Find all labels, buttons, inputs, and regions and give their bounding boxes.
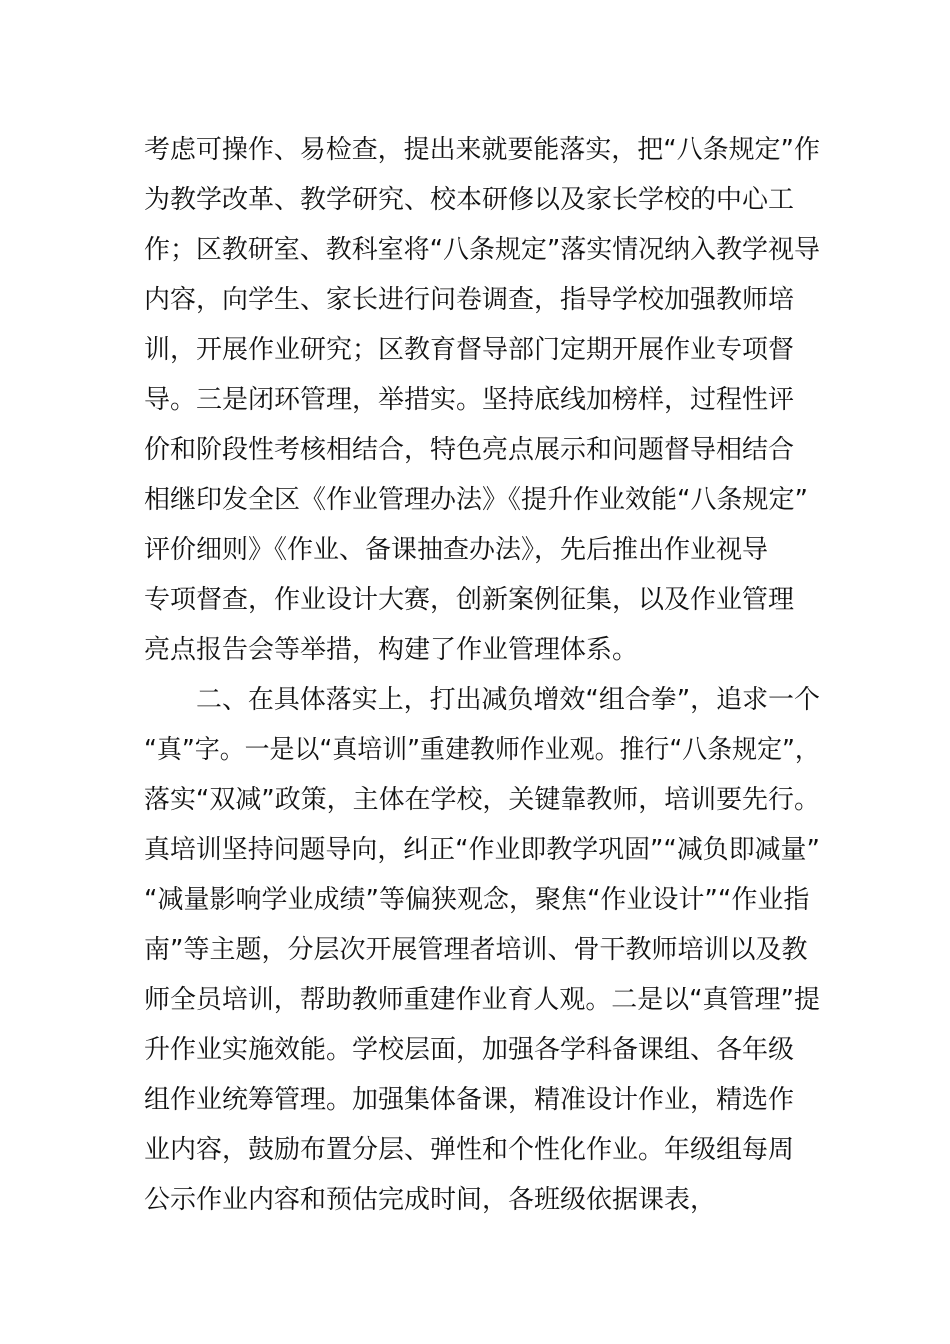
text-line: 业内容，鼓励布置分层、弹性和个性化作业。年级组每周: [144, 1135, 795, 1165]
text-line: 考虑可操作、易检查，提出来就要能落实，把“八条规定”作: [144, 135, 820, 165]
text-line: 相继印发全区《作业管理办法》《提升作业效能“八条规定”: [144, 485, 808, 515]
text-line: 为教学改革、教学研究、校本研修以及家长学校的中心工: [144, 185, 795, 215]
text-line: 专项督查，作业设计大赛，创新案例征集，以及作业管理: [144, 585, 795, 615]
text-line: 训，开展作业研究；区教育督导部门定期开展作业专项督: [144, 335, 795, 365]
text-line: “减量影响学业成绩”等偏狭观念，聚焦“作业设计”“作业指: [144, 885, 810, 915]
text-line: “真”字。一是以“真培训”重建教师作业观。推行“八条规定”，: [144, 735, 820, 765]
text-line: 作；区教研室、教科室将“八条规定”落实情况纳入教学视导: [144, 235, 820, 265]
text-line: 升作业实施效能。学校层面，加强各学科备课组、各年级: [144, 1035, 795, 1065]
text-line: 落实“双减”政策，主体在学校，关键靠教师，培训要先行。: [144, 785, 820, 815]
text-line: 组作业统筹管理。加强集体备课，精准设计作业，精选作: [144, 1085, 795, 1115]
text-line: 价和阶段性考核相结合，特色亮点展示和问题督导相结合: [144, 435, 795, 465]
text-line: 师全员培训，帮助教师重建作业育人观。二是以“真管理”提: [144, 985, 820, 1015]
text-line: 评价细则》《作业、备课抽查办法》，先后推出作业视导: [144, 535, 769, 565]
text-line: 导。三是闭环管理，举措实。坚持底线加榜样，过程性评: [144, 385, 795, 415]
text-line: 南”等主题，分层次开展管理者培训、骨干教师培训以及教: [144, 935, 808, 965]
paragraph-first-line: 二、在具体落实上，打出减负增效“组合拳”，追求一个: [196, 685, 820, 715]
text-line: 亮点报告会等举措，构建了作业管理体系。: [144, 635, 639, 665]
text-line: 内容，向学生、家长进行问卷调查，指导学校加强教师培: [144, 285, 795, 315]
text-line: 公示作业内容和预估完成时间，各班级依据课表，: [144, 1185, 717, 1215]
text-line: 真培训坚持问题导向，纠正“作业即教学巩固”“减负即减量”: [144, 835, 820, 865]
